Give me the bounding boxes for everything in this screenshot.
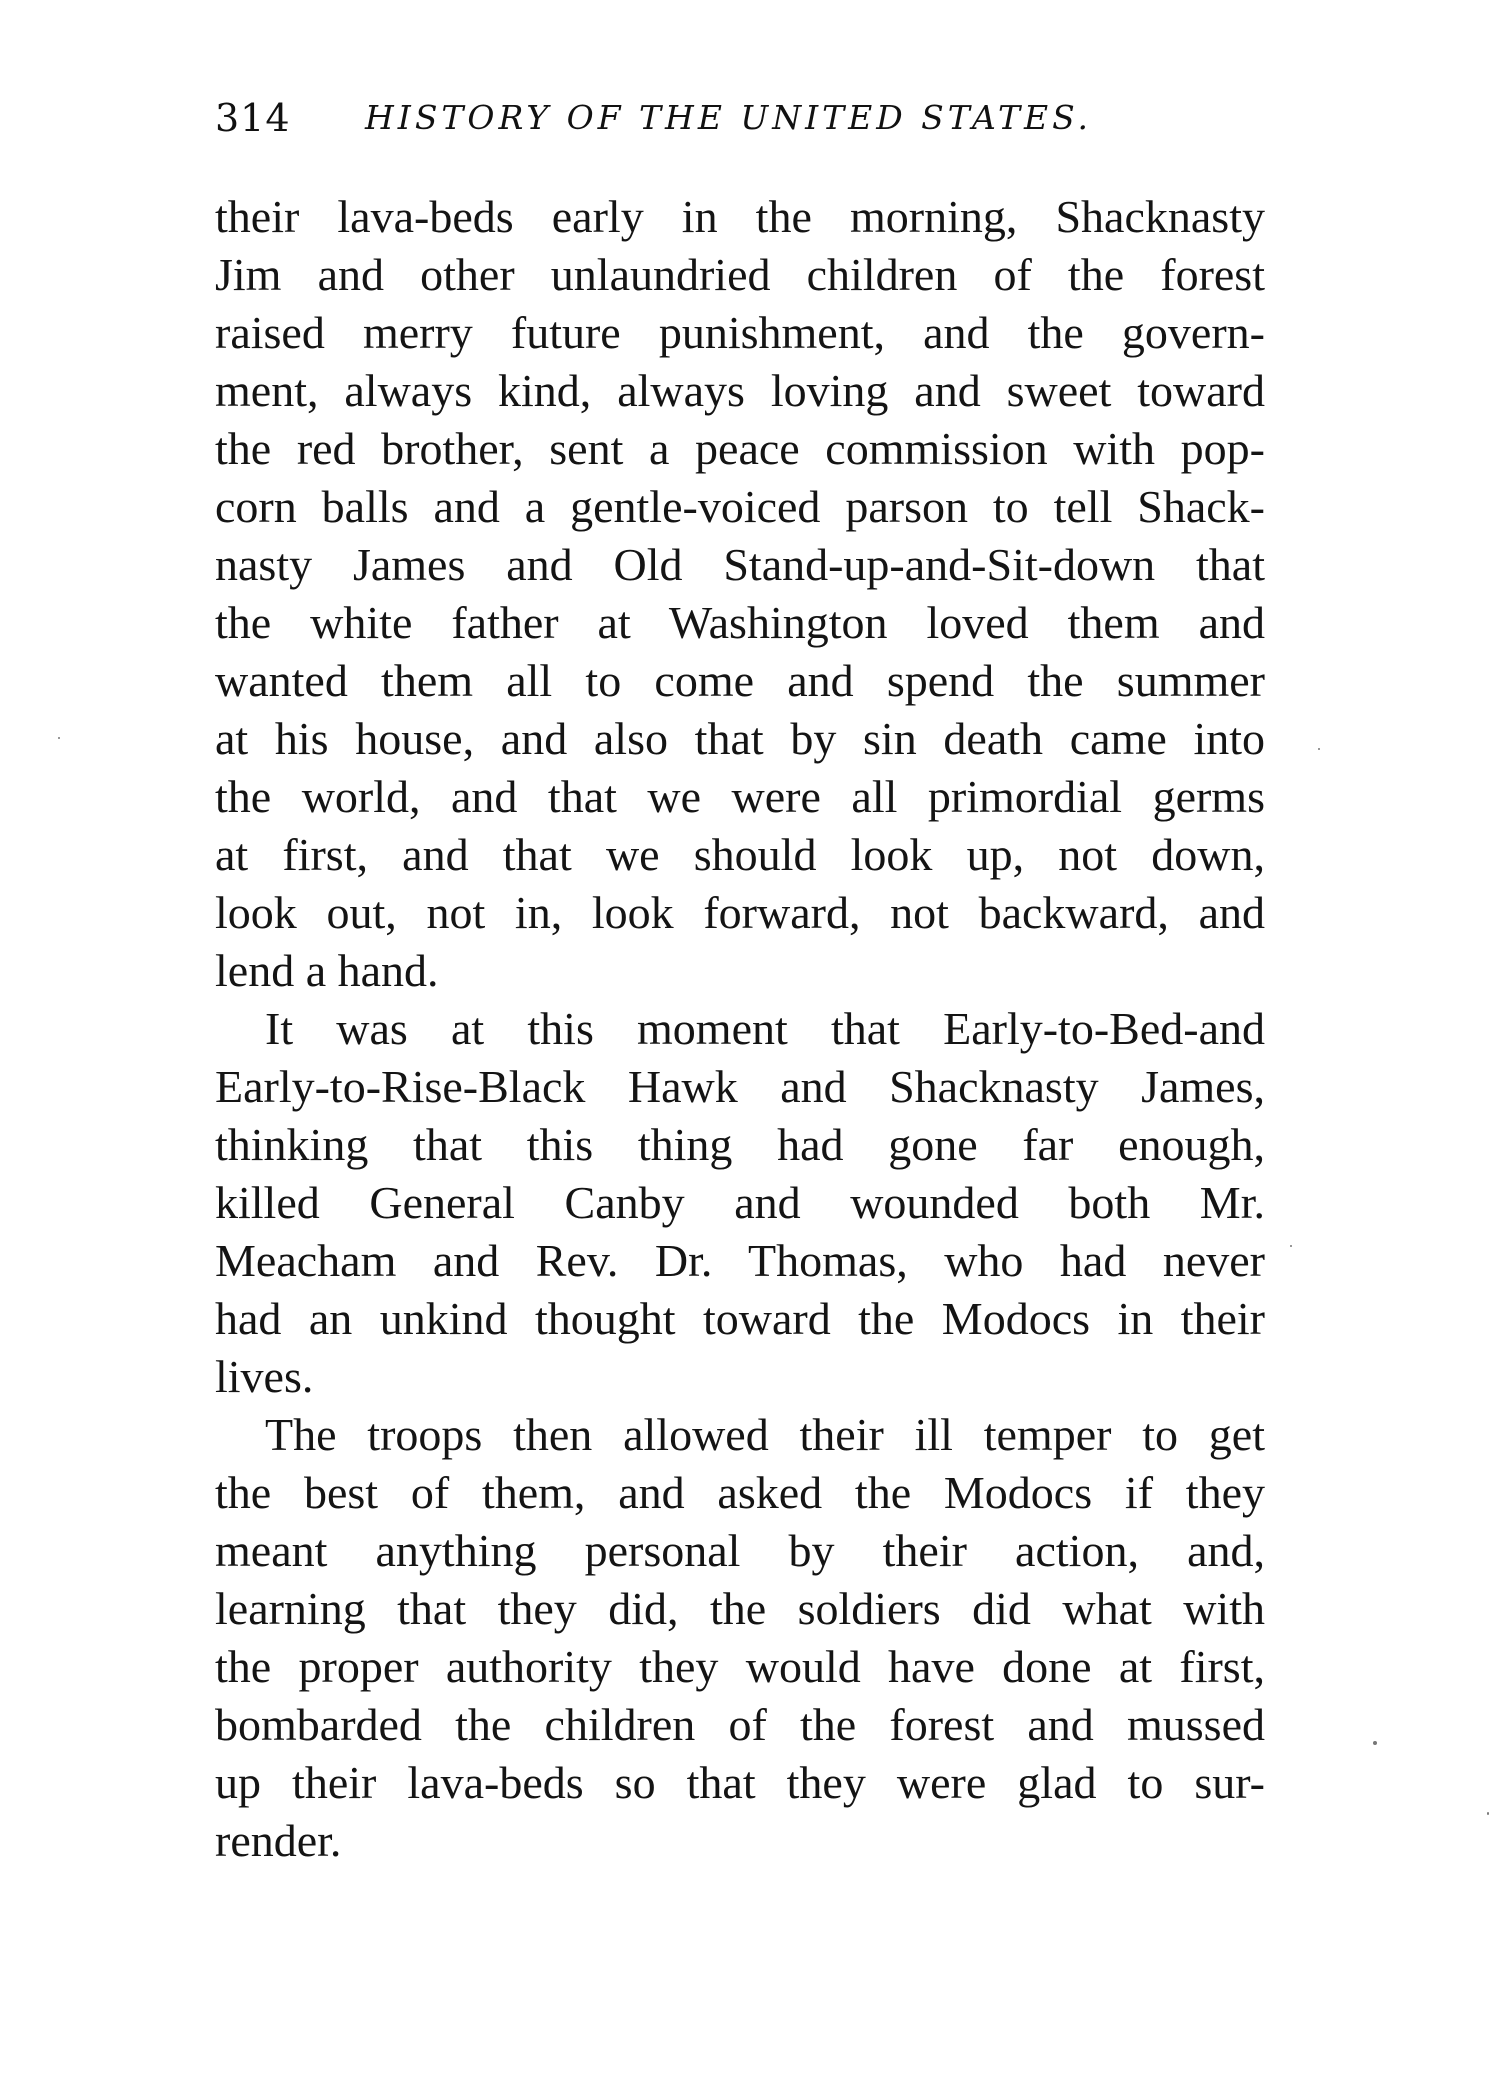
text-line: corn balls and a gentle-voiced parson to tell Shack-: [215, 481, 1265, 532]
text-line: look out, not in, look forward, not backward, and: [215, 887, 1265, 938]
paper-speck: [1373, 1741, 1377, 1745]
text-line: killed General Canby and wounded both Mr.: [215, 1177, 1265, 1228]
paper-speck: [58, 737, 60, 739]
text-line: Early-to-Rise-Black Hawk and Shacknasty James,: [215, 1061, 1265, 1112]
body-text: [215, 188, 1265, 1870]
text-line: nasty James and Old Stand-up-and-Sit-down that: [215, 539, 1265, 590]
paragraph: [215, 1000, 1265, 1406]
text-line: render.: [215, 1815, 342, 1866]
text-line: up their lava-beds so that they were glad to sur-: [215, 1757, 1265, 1808]
running-title: HISTORY OF THE UNITED STATES.: [365, 98, 1093, 137]
text-line: The troops then allowed their ill temper to get: [265, 1409, 1265, 1460]
text-line: lives.: [215, 1351, 314, 1402]
text-line: ment, always kind, always loving and sweet toward: [215, 365, 1265, 416]
text-line: raised merry future punishment, and the govern-: [215, 307, 1265, 358]
text-line: Jim and other unlaundried children of the forest: [215, 249, 1265, 300]
text-line: had an unkind thought toward the Modocs in their: [215, 1293, 1265, 1344]
paper-speck: [1487, 1812, 1489, 1815]
text-line: the world, and that we were all primordial germs: [215, 771, 1265, 822]
text-line: the proper authority they would have done at first,: [215, 1641, 1265, 1692]
text-line: at first, and that we should look up, not down,: [215, 829, 1265, 880]
paragraph: [215, 188, 1265, 1000]
text-line: Meacham and Rev. Dr. Thomas, who had never: [215, 1235, 1265, 1286]
paper-speck: [1290, 1245, 1292, 1247]
text-line: bombarded the children of the forest and mussed: [215, 1699, 1265, 1750]
text-line: the red brother, sent a peace commission with pop-: [215, 423, 1265, 474]
paper-speck: [1318, 748, 1320, 750]
text-line: It was at this moment that Early-to-Bed-and: [265, 1003, 1265, 1054]
text-line: wanted them all to come and spend the summer: [215, 655, 1265, 706]
text-line: at his house, and also that by sin death came into: [215, 713, 1265, 764]
paragraph: [215, 1406, 1265, 1870]
text-line: their lava-beds early in the morning, Shacknasty: [215, 191, 1265, 242]
page-number: 314: [215, 96, 291, 140]
text-line: the best of them, and asked the Modocs if they: [215, 1467, 1265, 1518]
text-line: meant anything personal by their action, and,: [215, 1525, 1265, 1576]
running-head: [215, 96, 1275, 156]
text-line: learning that they did, the soldiers did what with: [215, 1583, 1265, 1634]
text-line: thinking that this thing had gone far enough,: [215, 1119, 1265, 1170]
text-line: the white father at Washington loved them and: [215, 597, 1265, 648]
text-line: lend a hand.: [215, 945, 439, 996]
